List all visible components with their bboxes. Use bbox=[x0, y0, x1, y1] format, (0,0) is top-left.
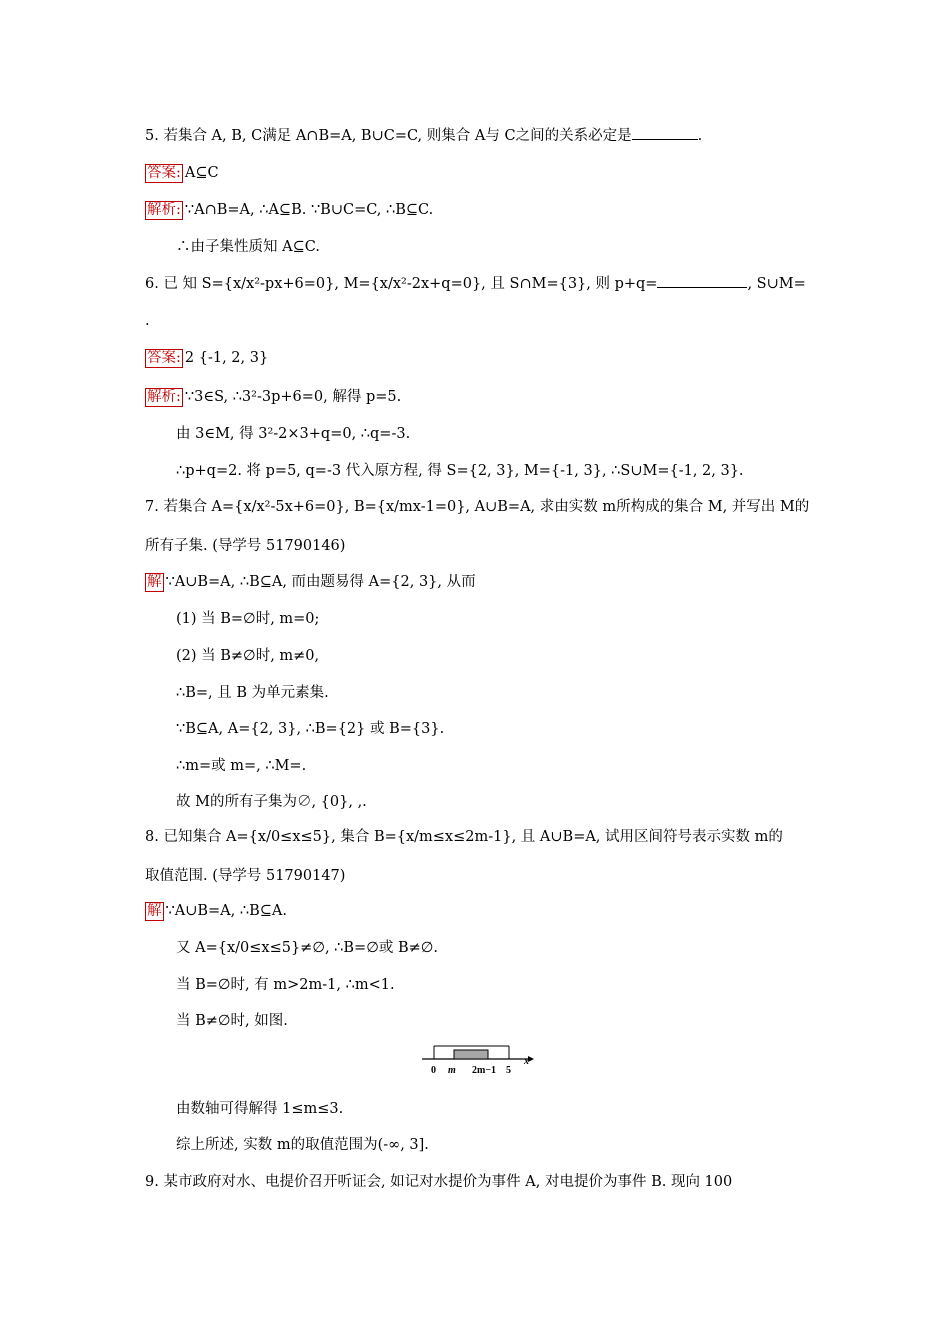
q7-solution-line: ∵B⊆A, A={2, 3}, ∴B={2} 或 B={3}. bbox=[176, 721, 445, 737]
q8-solution: 解 ∵A∪B=A, ∴B⊆A. bbox=[147, 903, 287, 919]
q8-stem-cont: 取值范围. (导学号 51790147) bbox=[145, 868, 346, 884]
q5-analysis-line: ∴由子集性质知 A⊆C. bbox=[176, 239, 320, 255]
q7-solution-line: (1) 当 B=∅时, m=0; bbox=[176, 611, 320, 627]
q9-stem: 9. 某市政府对水、电提价召开听证会, 如记对水提价为事件 A, 对电提价为事件 B. 现向 100 bbox=[145, 1174, 733, 1190]
q6-stem-end: . bbox=[145, 313, 150, 329]
q7-solution-line: ∴m=或 m=, ∴M=. bbox=[176, 758, 307, 774]
q5-answer: 答案: A⊆C bbox=[147, 165, 219, 181]
answer-tag: 答案: bbox=[147, 350, 181, 366]
tick-label-0: 0 bbox=[431, 1065, 436, 1076]
answer-blank bbox=[632, 139, 698, 140]
set-b-interval bbox=[454, 1050, 488, 1059]
q8-solution-line: 又 A={x/0≤x≤5}≠∅, ∴B=∅或 B≠∅. bbox=[176, 940, 438, 956]
q7-solution-line: ∴B=, 且 B 为单元素集. bbox=[176, 685, 329, 701]
solution-tag: 解 bbox=[147, 574, 162, 590]
tick-label-m: m bbox=[448, 1065, 456, 1076]
q6-answer: 答案: 2 {-1, 2, 3} bbox=[147, 350, 269, 366]
tick-label-5: 5 bbox=[506, 1065, 511, 1076]
q5-stem: 5. 若集合 A, B, C满足 A∩B=A, B∪C=C, 则集合 A与 C之间的关系必定是 . bbox=[145, 128, 703, 144]
q8-solution-line: 当 B=∅时, 有 m>2m-1, ∴m<1. bbox=[176, 977, 395, 993]
q6-analysis-line: 由 3∈M, 得 3²-2×3+q=0, ∴q=-3. bbox=[176, 426, 411, 442]
answer-blank bbox=[657, 287, 747, 288]
q8-solution-line: 当 B≠∅时, 如图. bbox=[176, 1013, 288, 1029]
q7-solution-line: (2) 当 B≠∅时, m≠0, bbox=[176, 648, 320, 664]
solution-tag: 解 bbox=[147, 903, 162, 919]
q6-stem: 6. 已 知 S={x/x²-px+6=0}, M={x/x²-2x+q=0}, 且 S∩M={3}, 则 p+q= , S∪M= bbox=[145, 276, 806, 292]
axis-label-x: x bbox=[524, 1056, 529, 1067]
q6-analysis-line: ∴p+q=2. 将 p=5, q=-3 代入原方程, 得 S={2, 3}, M={-1, 3}, ∴S∪M={-1, 2, 3}. bbox=[176, 463, 744, 479]
q5-analysis: 解析: ∵A∩B=A, ∴A⊆B. ∵B∪C=C, ∴B⊆C. bbox=[147, 202, 434, 218]
analysis-tag: 解析: bbox=[147, 202, 181, 218]
q6-analysis: 解析: ∵3∈S, ∴3²-3p+6=0, 解得 p=5. bbox=[147, 389, 402, 405]
number-line-figure bbox=[420, 1040, 540, 1076]
answer-tag: 答案: bbox=[147, 165, 181, 181]
q8-solution-line: 由数轴可得解得 1≤m≤3. bbox=[176, 1101, 344, 1117]
tick-label-2m-1: 2m−1 bbox=[472, 1065, 497, 1076]
q7-solution-line: 故 M的所有子集为∅, {0}, ,. bbox=[176, 794, 367, 810]
q7-solution: 解 ∵A∪B=A, ∴B⊆A, 而由题易得 A={2, 3}, 从而 bbox=[147, 574, 476, 590]
q8-stem: 8. 已知集合 A={x/0≤x≤5}, 集合 B={x/m≤x≤2m-1}, 且 A∪B=A, 试用区间符号表示实数 m的 bbox=[145, 829, 783, 845]
q7-stem: 7. 若集合 A={x/x²-5x+6=0}, B={x/mx-1=0}, A∪B=A, 求由实数 m所构成的集合 M, 并写出 M的 bbox=[145, 499, 810, 515]
analysis-tag: 解析: bbox=[147, 389, 181, 405]
q8-solution-line: 综上所述, 实数 m的取值范围为(-∞, 3]. bbox=[176, 1137, 429, 1153]
q7-stem-cont: 所有子集. (导学号 51790146) bbox=[145, 538, 346, 554]
